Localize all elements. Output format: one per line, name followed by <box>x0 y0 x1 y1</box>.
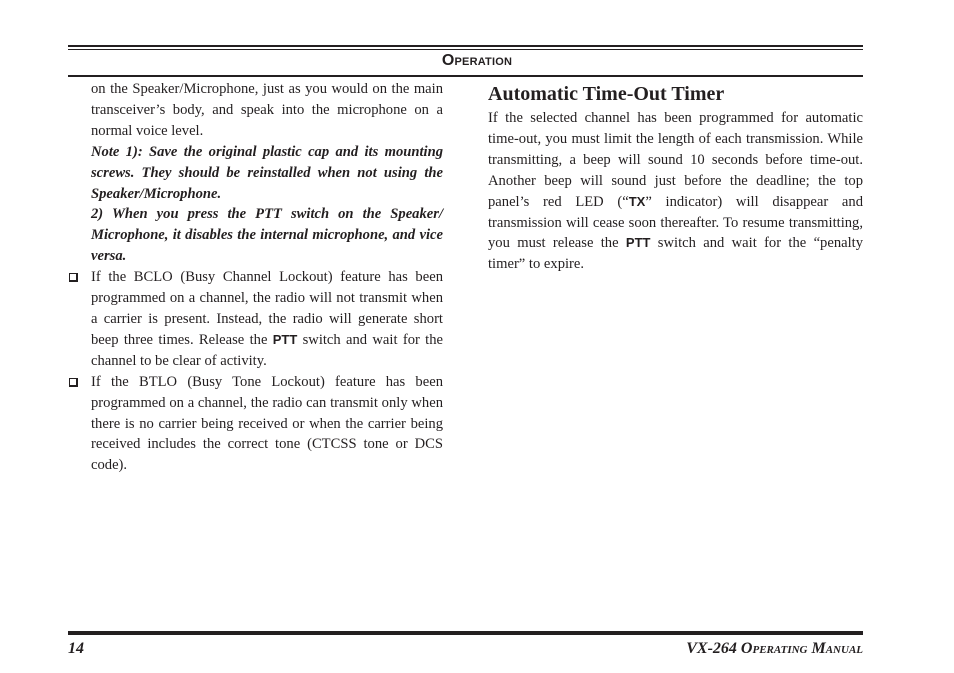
bclo-paragraph <box>91 267 443 372</box>
page-number: 14 <box>68 640 84 657</box>
checkbox-bullet-icon <box>69 378 78 387</box>
intro-paragraph: on the Speaker/Microphone, just as you would on the main transceiver’s body, and speak into the microphone on a normal voice level. <box>91 81 443 139</box>
timer-text-1: If the selected channel has been programmed for automatic time-out, you must limit the length of each transmission. While transmitting, a beep will sound 10 seconds before time-out. Another beep will sound just before the deadline; the top panel’s red LED (“ <box>488 110 863 210</box>
bclo-text-start: If the BCLO (Busy Channel Lockout) feature has been programmed on a channel, the radio will not transmit when a carrier is present. Instead, the radio will generate short beep three times. Release the <box>91 269 443 348</box>
footer-rule <box>68 631 863 635</box>
checkbox-bullet-icon <box>69 273 78 282</box>
header-rule-top <box>68 45 863 47</box>
bclo-text-end: switch and wait for the channel to be clear of activity. <box>91 331 443 369</box>
note-1: Note 1): Save the original plastic cap and its mounting screws. They should be reinstalled when not using the Speaker/Microphone. <box>91 143 443 202</box>
section-title: Operation <box>441 52 513 69</box>
manual-title: VX-264 Operating Manual <box>686 640 863 657</box>
section-heading: Automatic Time-Out Timer <box>488 83 725 105</box>
timer-text-2: ” indicator) will disappear and transmission will cease soon thereafter. To resume transmitting, you must release the <box>488 193 863 252</box>
note-2: 2) When you press the PTT switch on the Speaker/ Microphone, it disables the internal microphone, and vice versa. <box>91 206 443 265</box>
tx-key-label: TX <box>628 193 646 209</box>
ptt-key-label: PTT <box>272 331 298 347</box>
right-column <box>488 81 863 275</box>
bclo-item <box>91 267 443 372</box>
left-column <box>91 79 443 476</box>
header-rule-bottom <box>68 75 863 77</box>
btlo-item <box>91 372 443 477</box>
header-rule-inner <box>68 49 863 50</box>
timer-text-3: switch and wait for the “penalty timer” to expire. <box>488 235 863 273</box>
ptt-key-label: PTT <box>625 235 651 251</box>
btlo-paragraph: If the BTLO (Busy Tone Lockout) feature has been programmed on a channel, the radio can transmit only when there is no carrier being received or when the carrier being received includes the correct tone (CTCSS tone or DCS code). <box>91 373 443 474</box>
timer-paragraph <box>488 108 863 275</box>
